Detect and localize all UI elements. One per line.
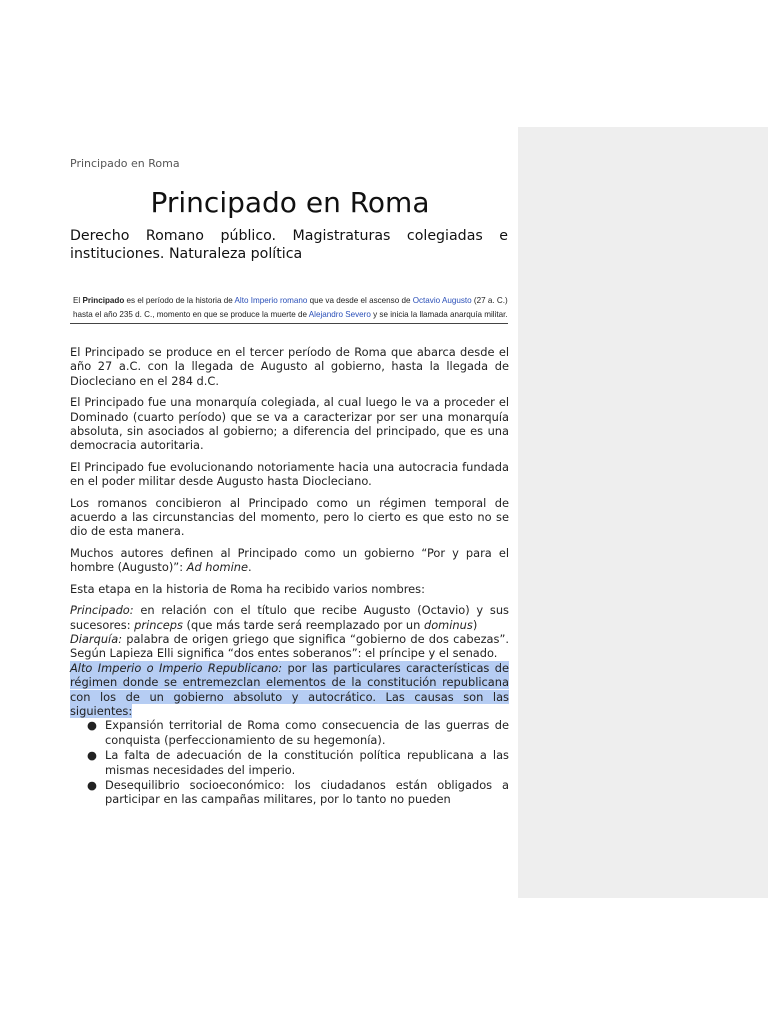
italic-term: Alto Imperio o Imperio Republicano: (70, 660, 283, 675)
paragraph-text: en relación con el título que recibe Augusto (Octavio) y sus sucesores: (70, 603, 509, 632)
page-title: Principado en Roma (150, 186, 430, 219)
paragraph: El Principado fue una monarquía colegiada, al cual luego le va a proceder el Dominado (cuarto período) que se va a caracterizar por ser una monarquía absoluta, sin asociados al gobierno; a diferencia del principado, que es una democracia autoritaria. (70, 395, 509, 453)
wiki-text: (27 a. C.) hasta el año 235 d. C., momento en que se produce la muerte de (73, 296, 508, 319)
wiki-link-octavio-augusto: Octavio Augusto (412, 296, 472, 305)
paragraph: El Principado fue evolucionando notoriamente hacia una autocracia fundada en el poder militar desde Augusto hasta Diocleciano. (70, 459, 509, 489)
paragraph: Los romanos concibieron al Principado como un régimen temporal de acuerdo a las circunstancias del momento, pero lo cierto es que esto no se dio de esta manera. (70, 495, 509, 539)
page-subtitle: Derecho Romano público. Magistraturas colegiadas e instituciones. Naturaleza política (70, 228, 508, 262)
bullet-icon: ● (87, 777, 97, 792)
wiki-text: El (73, 296, 83, 305)
wiki-link-alejandro-severo: Alejandro Severo (308, 309, 371, 319)
document-body (70, 345, 509, 808)
wiki-text: es el período de la historia de (124, 296, 235, 305)
causes-list (70, 718, 509, 806)
paragraph-alto-imperio-highlighted[interactable] (70, 661, 509, 719)
list-item (70, 748, 509, 777)
paragraph-principado (70, 603, 509, 632)
italic-term: princeps (134, 617, 183, 632)
paragraph-text: . (247, 560, 252, 575)
paragraph-text: palabra de origen griego que significa “gobierno de dos cabezas”. Según Lapieza Elli significa “dos entes soberanos”: el príncipe y el senado. (70, 631, 509, 661)
italic-term: dominus (423, 617, 473, 632)
list-item-text: La falta de adecuación de la constitución política republicana a las mismas necesidades del imperio. (105, 748, 509, 777)
selected-text: por las particulares características de régimen donde se entremezclan elementos de la constitución republicana con los de un gobierno absoluto y autocrático. Las causas son las siguientes: (70, 660, 509, 718)
wikipedia-excerpt-image (70, 294, 508, 324)
paragraph: El Principado se produce en el tercer período de Roma que abarca desde el año 27 a.C. con la llegada de Augusto al gobierno, hasta la llegada de Diocleciano en el 284 d.C. (70, 345, 509, 388)
list-item-text: Expansión territorial de Roma como consecuencia de las guerras de conquista (perfeccionamiento de su hegemonía). (105, 718, 509, 747)
wiki-text: que va desde el ascenso de (307, 296, 413, 305)
paragraph-diarquia (70, 632, 509, 661)
list-item-text: Desequilibrio socioeconómico: los ciudadanos están obligados a participar en las campañas militares, por lo tanto no pueden (105, 777, 509, 807)
list-item (70, 778, 509, 807)
wiki-bold-term: Principado (82, 296, 125, 305)
paragraph-text: ) (472, 617, 478, 632)
paragraph-text: (que más tarde será reemplazado por un (182, 617, 424, 632)
paragraph: Esta etapa en la historia de Roma ha recibido varios nombres: (70, 581, 425, 596)
paragraph (70, 546, 509, 575)
italic-term: Ad homine (186, 560, 248, 575)
bullet-icon: ● (87, 718, 97, 733)
wiki-link-alto-imperio: Alto Imperio romano (234, 296, 308, 305)
wiki-text: y se inicia la llamada anarquía militar. (370, 309, 508, 319)
italic-term: Diarquía: (70, 631, 123, 646)
list-item (70, 718, 509, 747)
paragraph-text: Muchos autores definen al Principado como un gobierno “Por y para el hombre (Augusto)”: (70, 545, 509, 575)
comment-margin (518, 127, 768, 898)
bullet-icon: ● (87, 748, 97, 763)
running-header: Principado en Roma (70, 157, 180, 170)
italic-term: Principado: (70, 603, 134, 618)
